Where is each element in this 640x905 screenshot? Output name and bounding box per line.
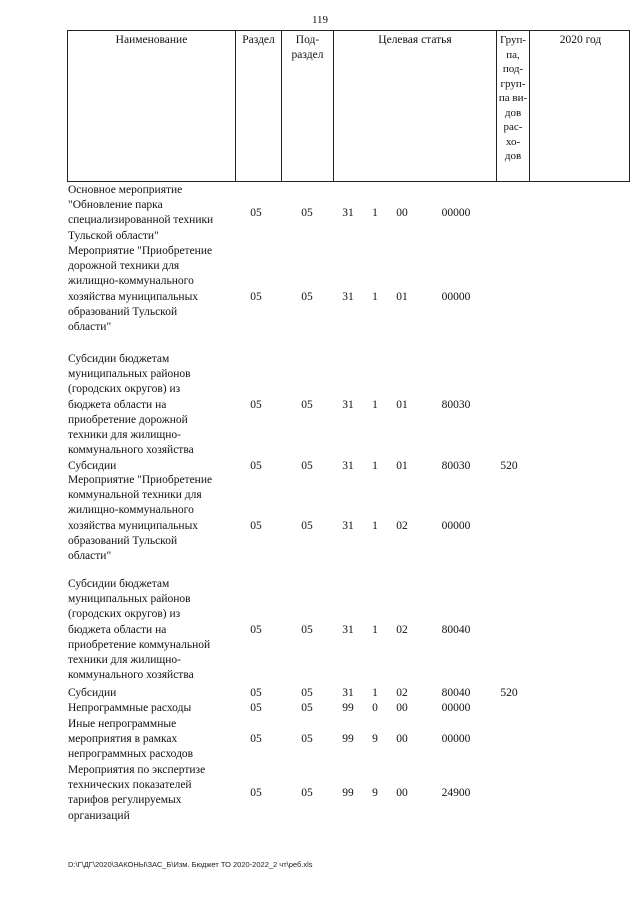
row-cs2: 0	[372, 702, 378, 714]
row-cs3: 02	[396, 520, 408, 532]
row-name: Мероприятие "Приобретение дорожной техники для жилищно-коммунального хозяйства муниципальных образований Тульской области"	[68, 245, 213, 334]
row-cs4: 80040	[441, 624, 471, 636]
row-cs4: 00000	[441, 291, 471, 303]
row-name: Субсидии	[68, 460, 117, 472]
row-cs4: 00000	[441, 702, 471, 714]
row-cs1: 31	[342, 520, 354, 532]
table-header	[67, 30, 630, 182]
header-subsection: Под- раздел	[282, 31, 334, 181]
row-cs3: 00	[396, 787, 408, 799]
row-cs3: 01	[396, 399, 408, 411]
row-cs1: 31	[342, 399, 354, 411]
row-cs3: 01	[396, 291, 408, 303]
row-razdel: 05	[250, 460, 262, 472]
row-cs2: 1	[372, 624, 378, 636]
row-podrazdel: 05	[301, 520, 313, 532]
row-razdel: 05	[250, 687, 262, 699]
row-cs1: 99	[342, 733, 354, 745]
row-cs2: 1	[372, 291, 378, 303]
row-cs1: 31	[342, 460, 354, 472]
header-name: Наименование	[68, 31, 236, 181]
row-name: Субсидии бюджетам муниципальных районов (городских округов) из бюджета области на приобретение коммунальной техники для жилищно- коммунального хозяйства	[68, 578, 211, 682]
row-cs1: 31	[342, 687, 354, 699]
row-podrazdel: 05	[301, 624, 313, 636]
row-podrazdel: 05	[301, 787, 313, 799]
row-vid: 520	[500, 687, 518, 699]
page-number: 119	[311, 14, 329, 26]
row-podrazdel: 05	[301, 460, 313, 472]
row-podrazdel: 05	[301, 702, 313, 714]
row-vid: 520	[500, 460, 518, 472]
row-cs2: 1	[372, 520, 378, 532]
row-razdel: 05	[250, 207, 262, 219]
header-year: 2020 год	[559, 34, 602, 46]
row-podrazdel: 05	[301, 291, 313, 303]
row-cs4: 80040	[441, 687, 471, 699]
row-cs3: 02	[396, 624, 408, 636]
row-razdel: 05	[250, 733, 262, 745]
row-cs2: 1	[372, 207, 378, 219]
row-cs1: 31	[342, 291, 354, 303]
row-cs4: 00000	[441, 207, 471, 219]
row-podrazdel: 05	[301, 207, 313, 219]
row-cs1: 31	[342, 207, 354, 219]
header-section: Раздел	[236, 31, 282, 181]
row-razdel: 05	[250, 702, 262, 714]
row-cs4: 00000	[441, 520, 471, 532]
row-cs3: 01	[396, 460, 408, 472]
row-name: Субсидии	[68, 687, 117, 699]
row-cs4: 80030	[441, 399, 471, 411]
row-name: Мероприятие "Приобретение коммунальной техники для жилищно-коммунального хозяйства муниципальных образований Тульской области"	[68, 474, 213, 563]
row-cs1: 99	[342, 787, 354, 799]
row-cs2: 1	[372, 687, 378, 699]
row-cs4: 80030	[441, 460, 471, 472]
row-name: Мероприятия по экспертизе технических показателей тарифов регулируемых организаций	[68, 764, 206, 822]
row-cs3: 00	[396, 733, 408, 745]
row-cs2: 9	[372, 733, 378, 745]
row-cs2: 9	[372, 787, 378, 799]
row-cs3: 00	[396, 702, 408, 714]
row-name: Иные непрограммные мероприятия в рамках непрограммных расходов	[68, 718, 194, 761]
row-cs3: 02	[396, 687, 408, 699]
row-cs2: 1	[372, 399, 378, 411]
row-podrazdel: 05	[301, 733, 313, 745]
row-podrazdel: 05	[301, 687, 313, 699]
row-name: Непрограммные расходы	[68, 702, 192, 714]
row-cs4: 24900	[441, 787, 471, 799]
row-razdel: 05	[250, 624, 262, 636]
row-cs2: 1	[372, 460, 378, 472]
row-cs3: 00	[396, 207, 408, 219]
row-podrazdel: 05	[301, 399, 313, 411]
header-target-article: Целевая статья	[334, 31, 497, 181]
row-razdel: 05	[250, 520, 262, 532]
row-razdel: 05	[250, 787, 262, 799]
row-cs1: 31	[342, 624, 354, 636]
row-cs4: 00000	[441, 733, 471, 745]
row-name: Субсидии бюджетам муниципальных районов (городских округов) из бюджета области на приобретение дорожной техники для жилищно- коммунального хозяйства	[68, 353, 194, 457]
row-razdel: 05	[250, 291, 262, 303]
row-name: Основное мероприятие "Обновление парка специализированной техники Тульской области"	[68, 184, 214, 242]
file-path-footer: D:\Г\ДГ\2020\ЗАКОНЫ\ЗАС_Б\Изм. Бюджет ТО 2020-2022_2 чт\реб.xls	[68, 860, 313, 869]
header-expense-group: Груп- па, под- груп- па ви- дов рас- хо- дов	[497, 31, 530, 181]
row-razdel: 05	[250, 399, 262, 411]
row-cs1: 99	[342, 702, 354, 714]
